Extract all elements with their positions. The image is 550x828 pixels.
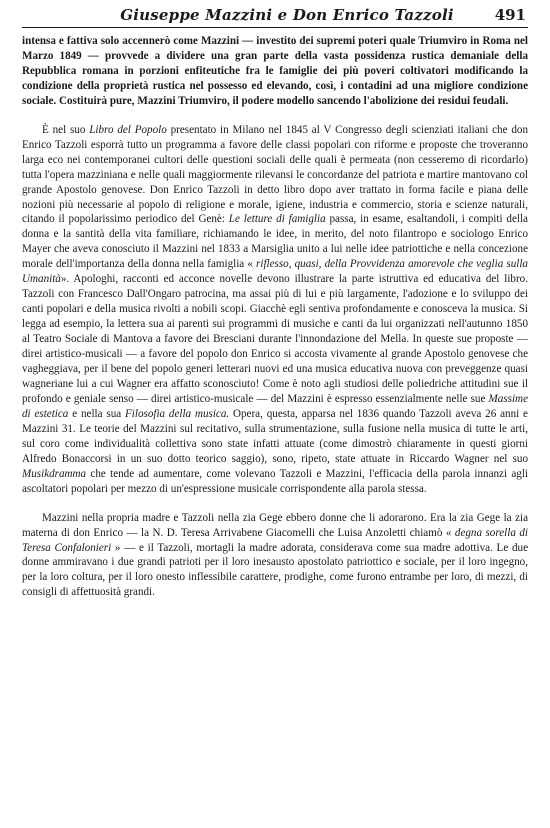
text-run: intensa e fattiva solo accennerò come Mazzini — investito dei supremi poteri quale Triumviro in Roma nel Marzo 1849 — provvede a dividere una gran parte della vasta possidenza rustica demaniale della Repubblica romana in porzioni enfiteutiche fra le famiglie dei più poveri coltivatori modificando la condizione della proprietà rustica nel possesso ed elevando, così, i contadini ad una migliore condizione sociale. Costituirà pure, Mazzini Triumviro, il podere modello sancendo l'abolizione dei residui feudali. [22,35,528,107]
paragraph-1 [22,34,528,109]
text-run: che tende ad aumentare, come volevano Tazzoli e Mazzini, l'efficacia della parola innanzi agli ascoltatori popolari per mezzo di un'espressione musicale corrispondente alla parola stessa. [22,467,528,495]
text-run: presentato in Milano nel 1845 al V Congresso degli scienziati italiani che don Enrico Tazzoli esporrà tutto un programma a favore delle classi popolari con riforme e proposte che troveranno larga eco nei contemporanei cultori delle questioni sociali delle quali è permeata (non cesseremo di ricordarlo) tutta l'opera mazziniana e nelle quali maggiormente rilevansi le concordanze del patriota e martire mantovano col grande Apostolo genovese. Don Enrico Tazzoli in detto libro dopo aver trattato in forma facile e piana delle nozioni più necessarie al popolo di religione e morale, igiene, industria e commercio, storia e scienze naturali, citando il popolarissimo periodico del Genè: [22,123,528,226]
italic-run: Massime di estetica [22,392,528,420]
running-title: Giuseppe Mazzini e Don Enrico Tazzoli [120,6,454,24]
italic-run: Filosofia della musica. [125,407,230,420]
italic-run: riflesso, quasi, della Provvidenza amorevole che veglia sulla Umanità [22,258,528,286]
page [22,6,528,600]
italic-run: degna sorella di Teresa Confalonieri [22,526,528,554]
page-number: 491 [494,6,526,24]
text-run: È nel suo [42,123,90,136]
page-header [22,6,528,28]
italic-run: Libro del Popolo [89,123,167,136]
paragraph-2 [22,123,528,497]
text-run: ». Apologhi, racconti ed acconce novelle devono illustrare la parte istruttiva ed educativa del libro. Tazzoli con Francesco Dall'Ongaro patrocina, ma assai più di lui e più largamente, l'adozione e lo sviluppo dei canti popolari e della musica rivolti a nobili scopi. Giacchè egli sentiva profondamente e conosceva la musica. Si legga ad esempio, la lettera sua ai parenti sui programmi di musiche e canti da lui organizzati nell'autunno 1850 al Teatro Sociale di Mantova a favore dei Bresciani durante l'innondazione del Mella. In queste sue proposte — direi artistico-musicali — a favore del popolo don Enrico si accosta vivamente al grande Apostolo genovese che vagheggiava, per il bene del popolo generi letterari nuovi ed una musica educativa nuova con preveggenze quasi wagneriane lui a cui Wagner era affatto sconosciuto! Come è noto agli studiosi delle poliedriche attitudini sue il profondo e geniale senso — direi artistico-musicale — del Mazzini è espresso essenzialmente nelle sue [22,273,528,405]
text-run: Opera, questa, apparsa nel 1836 quando Tazzoli aveva 26 anni e Mazzini 31. Le teorie del Mazzini sul recitativo, sulla strumentazione, sulla fusione nella musica di tutte le arti, sul coro come individualità collettiva sono state infatti attuate (come dimostrò chiaramente in questi giorni Alfredo Bonaccorsi in un suo dotto teorico saggio), sono, ripeto, state attuate in Riccardo Wagner nel suo [22,407,528,465]
text-run: Mazzini nella propria madre e Tazzoli nella zia Gege ebbero donne che li adorarono. Era la zia Gege la zia materna di don Enrico — la N. D. Teresa Arrivabene Giacomelli che Luisa Anzoletti chiamò « [22,511,528,539]
paragraph-3 [22,511,528,601]
text-run: » — e il Tazzoli, mortagli la madre adorata, considerava come sua madre adottiva. Le due donne ammiravano i due grandi patrioti per il loro inesausto apostolato patriottico e sociale, per il loro ingegno, per la loro coltura, per il loro onesto inflessibile carattere, prodighe, come furono entrambe per loro, di mezzi, di consigli di affettuosità grandi. [22,541,529,599]
text-run: e nella sua [68,407,126,420]
italic-run: Le letture di famiglia [228,213,326,226]
text-run: passa, in esame, esaltandoli, i compiti della donna e la santità della vita familiare, richiamando le idee, in merito, del noto filantropo e sociologo Enrico Mayer che aveva conosciuto il Mazzini nel 1833 a Marsiglia unito a lui nelle idee patriottiche e nella concezione morale dell'importanza della donna nella famiglia « [22,213,528,271]
italic-run: Musikdramma [22,467,87,480]
